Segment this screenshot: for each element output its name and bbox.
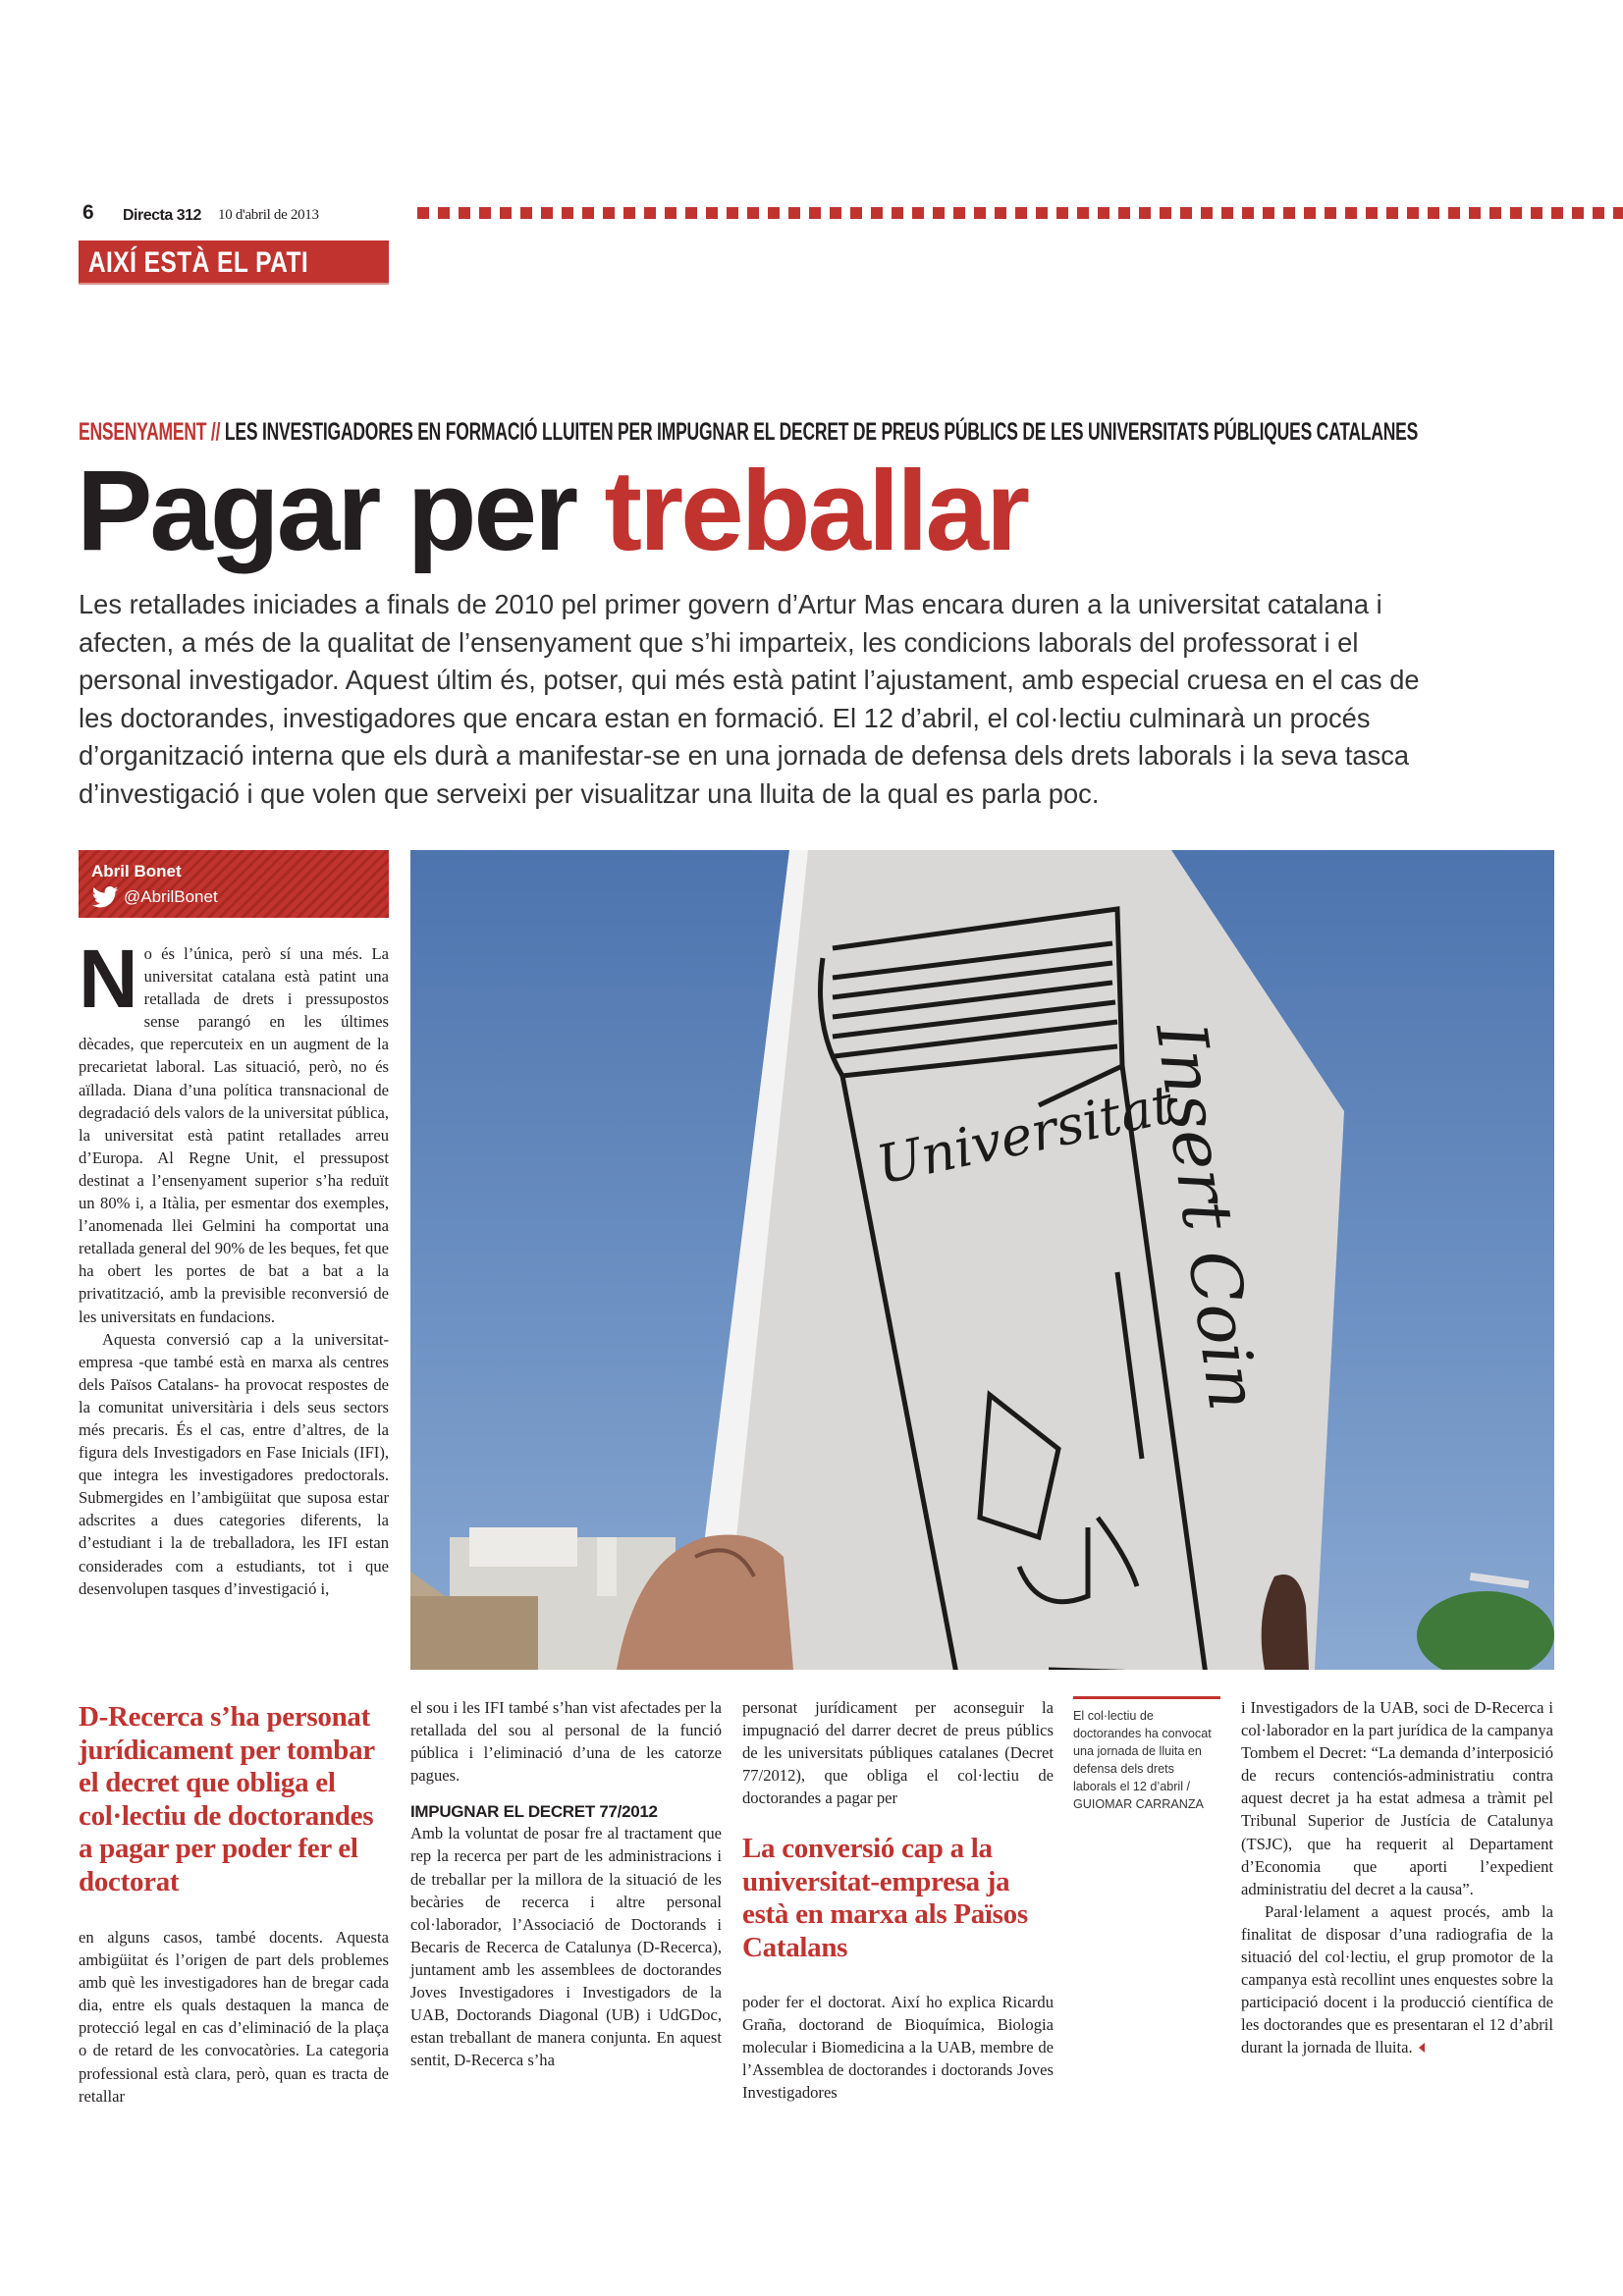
article-kicker bbox=[79, 418, 1418, 447]
paragraph: el sou i les IFI també s’han vist afectades per la retallada del sou al personal de la funció pública i l’eliminació d’una de les catorze pagues. bbox=[410, 1698, 722, 1786]
paragraph-text: Paral·lelament a aquest procés, amb la finalitat de disposar d’una radiografia de la situació del col·lectiu, el grup promotor de la campanya està recollint unes enquestes sobre la participació docent i la producció científica de les doctorandes que es presentaran el 12 d’abril durant la jornada de lluita. bbox=[1241, 1901, 1553, 2057]
title-part-black: Pagar per bbox=[77, 447, 605, 574]
kicker-separator: // bbox=[206, 418, 225, 446]
column-3-bottom bbox=[742, 1991, 1054, 2104]
kicker-text: LES INVESTIGADORES EN FORMACIÓ LLUITEN PER IMPUGNAR EL DECRET DE PREUS PÚBLICS DE LES UNIVERSITATS PÚBLIQUES CATALANES bbox=[224, 418, 1419, 446]
end-of-article-icon bbox=[1419, 2043, 1425, 2053]
paragraph: personat jurídicament per aconseguir la impugnació del darrer decret de preus públics de les universitats públiques catalanes (Decret 77/2012), que obliga el col·lectiu de doctorandes a pagar per bbox=[742, 1698, 1054, 1808]
article-photo bbox=[410, 850, 1554, 1670]
pull-quote: D-Recerca s’ha personat jurídicament per tombar el decret que obliga el col·lectiu de doctorandes a pagar per poder fer el doctorat bbox=[79, 1701, 375, 1897]
publication-name: Directa 312 bbox=[123, 207, 201, 224]
section-label: AIXÍ ESTÀ EL PATI bbox=[87, 246, 309, 279]
article-lede: Les retallades iniciades a finals de 2010 pel primer govern d’Artur Mas encara duren a la universitat catalana i afecten, a més de la qualitat de l’ensenyament que s’hi imparteix, les condicions laborals del professorat i el personal investigador. Aquest últim és, potser, qui més està patint l’ajustament, amb especial cruesa en el cas de les doctorandes, investigadores que encara estan en formació. El 12 d’abril, el col·lectiu culminarà un procés d’organització interna que els durà a manifestar-se en una jornada de defensa dels drets laborals i la seva tasca d’investigació i que volen que serveixi per visualitzar una lluita de la qual es parla poc. bbox=[79, 589, 1420, 809]
issue-date: 10 d'abril de 2013 bbox=[218, 207, 319, 223]
twitter-bird-icon bbox=[91, 886, 119, 908]
paragraph: o és l’única, però sí una més. La universitat catalana està patint una retallada de drets i pressupostos sense parangó en les últimes dècades, que repercuteix en un augment de la precarietat laboral. Las situació, però, no és aïllada. Diana d’una política transnacional de degradació dels valors de la universitat pública, la universitat està patint retallades arreu d’Europa. Al Regne Unit, el pressupost destinat a l’ensenyament superior s’ha reduït un 80% i, a Itàlia, per esmentar dos exemples, l’anomenada llei Gelmini ha comportat una retallada general del 90% de les beques, fet que ha obert les portes de bat a bat a la privatització, amb la previsible reconversió de les universitats en fundacions. bbox=[79, 944, 389, 1326]
column-5 bbox=[1241, 1696, 1553, 2059]
author-name: Abril Bonet bbox=[91, 862, 182, 881]
column-3-top bbox=[742, 1696, 1054, 1809]
sign-text-universitat: Universitat bbox=[871, 1073, 1179, 1197]
paragraph: poder fer el doctorat. Així ho explica Ricardu Graña, doctorand de Bioquímica, Biologia molecular i Biomedicina a la UAB, membre de l’Assemblea de doctorandes i doctorands Joves Investigadores bbox=[742, 1993, 1054, 2103]
protest-sign-photo bbox=[410, 850, 1554, 1670]
paragraph: Aquesta conversió cap a la universitat-empresa -que també està en marxa als centres dels Països Catalans- ha provocat respostes de la comunitat universitària i dels seus sectors més precaris. És el cas, entre d’altres, de la figura dels Investigadors en Fase Inicials (IFI), que integra les investigadores predoctorals. Submergides en l’ambigüitat que suposa estar adscrites a dues categories diferents, la d’estudiant i la de treballadora, les IFI estan considerades com a estudiants, tot i que desenvolupen tasques d’investigació i, bbox=[79, 1329, 389, 1598]
paragraph: en alguns casos, també docents. Aquesta ambigüitat és l’origen de part dels problemes amb què les investigadores han de bregar cada dia, entre els quals destaquen la manca de protecció legal en cas d’eliminació de la plaça o de retard de les convocatòries. La categoria professional està clara, però, quan es tracta de retallar bbox=[79, 1928, 389, 2106]
header-dashed-rule bbox=[417, 207, 1623, 219]
paragraph: i Investigadors de la UAB, soci de D-Recerca i col·laborador en la part jurídica de la campanya Tombem el Decret: “La demanda d’interposició de recurs contenciós-administratiu contra aquest decret ja ha estat admesa a tràmit pel Tribunal Superior de Justícia de Catalunya (TSJC), que ha requerit al Departament d’Economia que aporti l’expedient administratiu del decret a la causa”. bbox=[1241, 1698, 1553, 1898]
photo-caption: El col·lectiu de doctorandes ha convocat una jornada de lluita en defensa dels drets laborals el 12 d’abril / GUIOMAR CARRANZA bbox=[1073, 1696, 1220, 1813]
column-1-bottom bbox=[79, 1926, 389, 2108]
sign-text-insert-coin: Insert Coin bbox=[1140, 1017, 1274, 1415]
title-part-red: treballar bbox=[604, 447, 1028, 574]
paragraph bbox=[1241, 1900, 1553, 2059]
column-2 bbox=[410, 1696, 722, 2071]
article-title bbox=[77, 447, 1027, 574]
kicker-topic: ENSENYAMENT bbox=[79, 418, 207, 446]
page-number: 6 bbox=[82, 201, 94, 224]
paragraph: Amb la voluntat de posar fre al tractament que rep la recerca per part de les administracions i de treballar per la millora de la situació de les becàries de recerca i altre personal col·laborador, l’Associació de Doctorands i Becaris de Recerca de Catalunya (D-Recerca), juntament amb les assemblees de doctorandes Joves Investigadores i Investigadors de la UAB, Doctorands Diagonal (UB) i UdGDoc, estan treballant de manera conjunta. En aquest sentit, D-Recerca s’ha bbox=[410, 1824, 722, 2070]
drop-cap: N bbox=[79, 933, 138, 1025]
pull-quote: La conversió cap a la universitat-empresa ja està en marxa als Països Catalans bbox=[742, 1833, 1028, 1963]
author-byline bbox=[79, 850, 389, 918]
section-banner bbox=[79, 240, 389, 285]
twitter-handle[interactable]: @AbrilBonet bbox=[124, 887, 218, 906]
subheading: IMPUGNAR EL DECRET 77/2012 bbox=[410, 1802, 658, 1822]
column-1-top bbox=[79, 933, 389, 1600]
